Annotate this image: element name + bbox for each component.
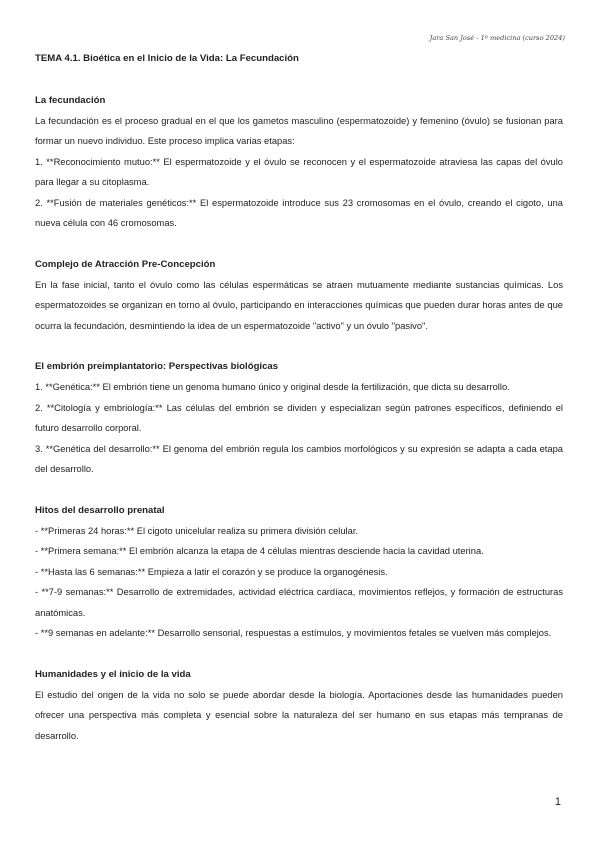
section-heading: La fecundación xyxy=(35,94,106,106)
list-item: - **7-9 semanas:** Desarrollo de extremidades, actividad eléctrica cardíaca, movimientos reflejos, y formación de estructuras anatómicas. xyxy=(35,587,563,618)
list-item: 2. **Fusión de materiales genéticos:** El espermatozoide introduce sus 23 cromosomas en el óvulo, creando el cigoto, una nueva célula con 46 cromosomas. xyxy=(35,197,563,228)
list-item: 3. **Genética del desarrollo:** El genoma del embrión regula los cambios morfológicos y su expresión se adapta a cada etapa del desarrollo. xyxy=(35,443,563,474)
section-hitos-desarrollo xyxy=(35,500,563,644)
section-heading: Hitos del desarrollo prenatal xyxy=(35,504,165,516)
list-item: 2. **Citología y embriología:** Las células del embrión se dividen y especializan según patrones específicos, definiendo el futuro desarrollo corporal. xyxy=(35,402,563,433)
list-item: - **9 semanas en adelante:** Desarrollo sensorial, respuestas a estímulos, y movimientos fetales se vuelven más complejos. xyxy=(35,628,552,638)
section-heading: Complejo de Atracción Pre-Concepción xyxy=(35,258,216,270)
section-embrion-preimplantatorio xyxy=(35,356,563,480)
author-note: Jara San José - 1º medicina (curso 2024) xyxy=(429,34,565,42)
section-paragraph: La fecundación es el proceso gradual en el que los gametos masculino (espermatozoide) y femenino (óvulo) se fusionan para formar un nuevo individuo. Este proceso implica varias etapas: xyxy=(35,115,563,146)
list-item: - **Hasta las 6 semanas:** Empieza a latir el corazón y se produce la organogénesis. xyxy=(35,566,388,577)
list-item: - **Primeras 24 horas:** El cigoto unicelular realiza su primera división celular. xyxy=(35,525,359,536)
section-humanidades xyxy=(35,664,563,747)
section-paragraph: En la fase inicial, tanto el óvulo como las células espermáticas se atraen mutuamente mediante sustancias químicas. Los espermatozoides se organizan en torno al óvulo, participando en interacciones químicas que pueden durar horas antes de que ocurra la fecundación, desmintiendo la idea de un espermatozoide "activo" y un óvulo "pasivo". xyxy=(35,279,563,331)
document-body xyxy=(35,49,563,746)
section-paragraph: El estudio del origen de la vida no solo se puede abordar desde la biología. Aportaciones desde las humanidades pueden ofrecer una perspectiva más completa y esencial sobre la naturaleza del ser humano en sus etapas más tempranas de desarrollo. xyxy=(35,689,563,741)
page-number: 1 xyxy=(554,796,561,808)
list-item: - **Primera semana:** El embrión alcanza la etapa de 4 células mientras desciende hacia la cavidad uterina. xyxy=(35,546,484,556)
section-complejo-atraccion xyxy=(35,254,563,337)
section-heading: Humanidades y el inicio de la vida xyxy=(35,668,191,680)
section-heading: El embrión preimplantatorio: Perspectivas biológicas xyxy=(35,361,279,372)
list-item: 1. **Reconocimiento mutuo:** El espermatozoide y el óvulo se reconocen y el espermatozoide atraviesa las capas del óvulo para llegar a su citoplasma. xyxy=(35,156,563,187)
list-item: 1. **Genética:** El embrión tiene un genoma humano único y original desde la fertilización, que dicta su desarrollo. xyxy=(35,382,510,392)
section-fecundacion xyxy=(35,90,563,234)
document-title: TEMA 4.1. Bioética en el Inicio de la Vida: La Fecundación xyxy=(35,53,299,64)
